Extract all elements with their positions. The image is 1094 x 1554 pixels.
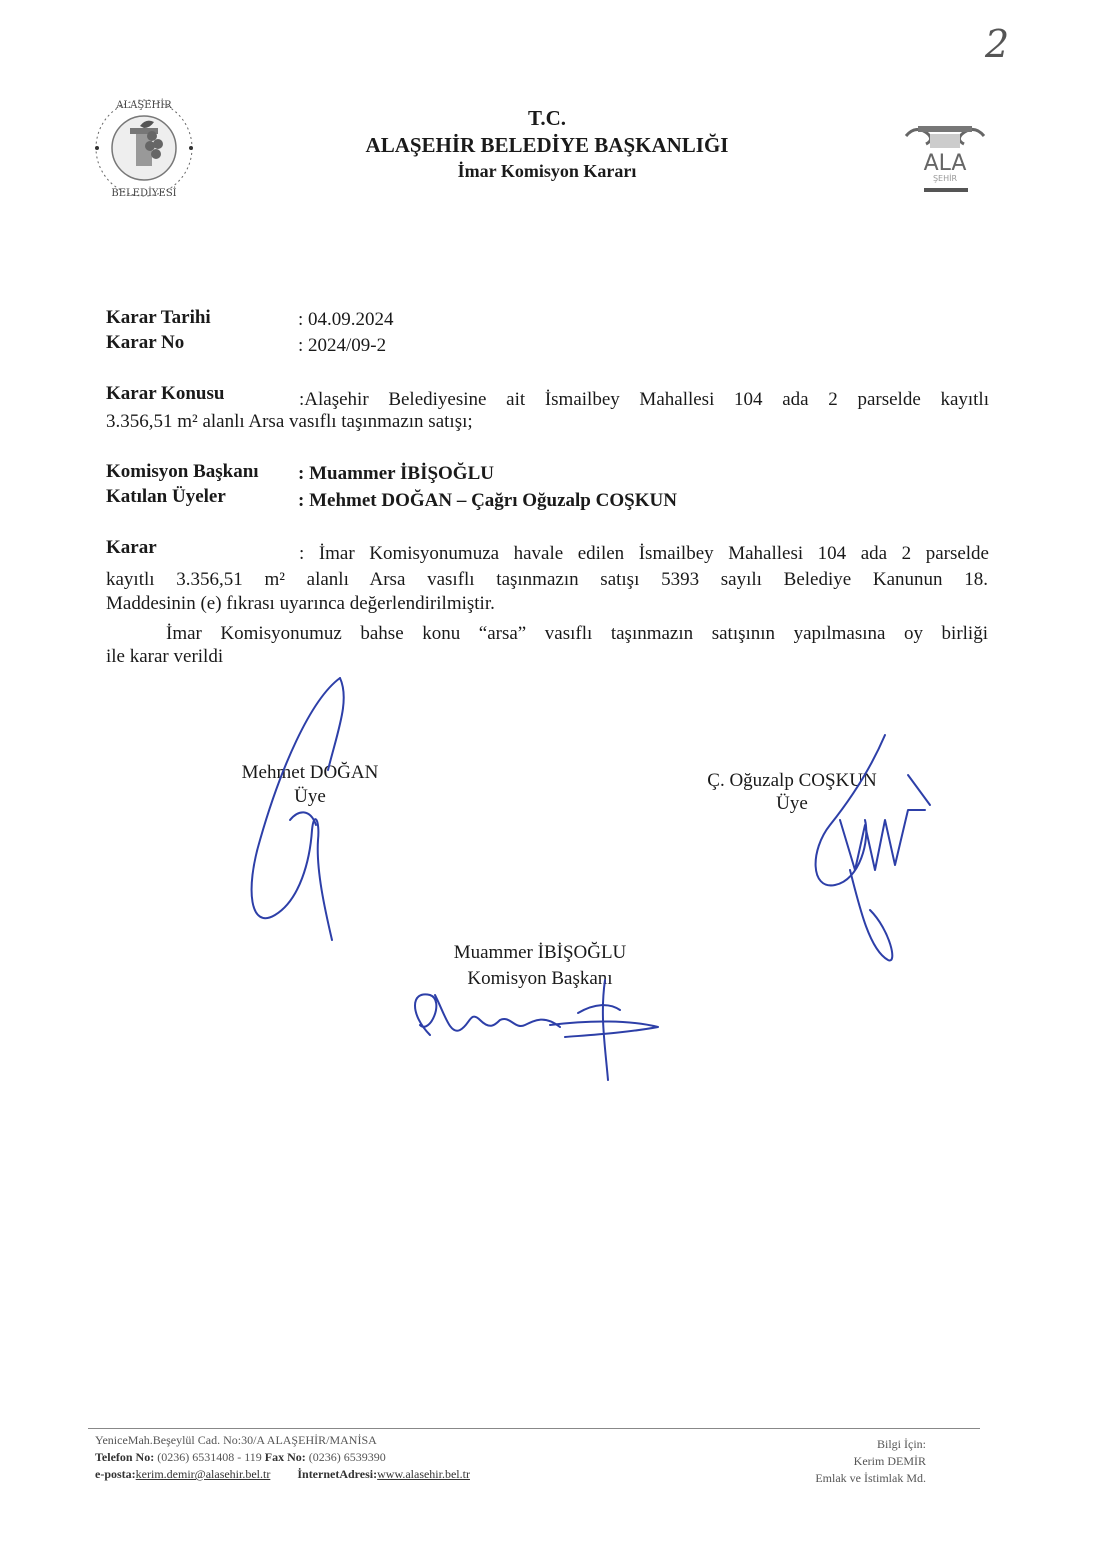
karar-line-5: ile karar verildi xyxy=(106,646,224,667)
signer-left-name: Mehmet DOĞAN xyxy=(241,762,379,783)
phone-value: (0236) 6531408 - 119 xyxy=(157,1450,262,1464)
info-label: Bilgi İçin: xyxy=(877,1437,926,1451)
header-doc-type: İmar Komisyon Kararı xyxy=(457,161,637,181)
signature-left xyxy=(220,660,360,950)
decision-date-label: Karar Tarihi xyxy=(106,307,211,328)
signer-right-name: Ç. Oğuzalp COŞKUN xyxy=(707,770,877,791)
members-label: Katılan Üyeler xyxy=(106,486,226,507)
signer-right-role: Üye xyxy=(776,793,808,814)
chair-label: Komisyon Başkanı xyxy=(106,461,259,482)
email-label: e-posta: xyxy=(95,1467,136,1481)
info-name: Kerim DEMİR xyxy=(853,1454,926,1468)
seal-text-bottom: BELEDİYESİ xyxy=(111,188,177,199)
header-institution: ALAŞEHİR BELEDİYE BAŞKANLIĞI xyxy=(365,133,729,157)
phone-label: Telefon No: xyxy=(95,1450,155,1464)
footer-email-web xyxy=(95,1466,695,1483)
subject-line-2: 3.356,51 m² alanlı Arsa vasıflı taşınmazın satışı; xyxy=(106,411,473,432)
decision-no-label: Karar No xyxy=(106,332,185,353)
signer-center-role: Komisyon Başkanı xyxy=(467,968,613,989)
signature-right xyxy=(790,730,940,970)
page-number: 2 xyxy=(985,22,1010,66)
members-value: : Mehmet DOĞAN – Çağrı Oğuzalp COŞKUN xyxy=(298,490,677,511)
decision-date-value: : 04.09.2024 xyxy=(298,309,394,330)
email-link[interactable]: kerim.demir@alasehir.bel.tr xyxy=(135,1467,271,1481)
footer-info xyxy=(740,1436,926,1487)
karar-line-1: : İmar Komisyonumuza havale edilen İsmailbey Mahallesi 104 ada 2 parselde xyxy=(299,543,989,564)
karar-line-3: Maddesinin (e) fıkrası uyarınca değerlendirilmiştir. xyxy=(106,593,495,614)
footer-contact xyxy=(95,1432,695,1483)
seal-text-top: ALAŞEHİR xyxy=(116,100,172,111)
web-link[interactable]: www.alasehir.bel.tr xyxy=(377,1467,470,1481)
karar-line-4: İmar Komisyonumuz bahse konu “arsa” vasıflı taşınmazın satışının yapılmasına oy birliği xyxy=(166,623,988,644)
chair-value: : Muammer İBİŞOĞLU xyxy=(298,463,494,484)
subject-line-1: :Alaşehir Belediyesine ait İsmailbey Mahallesi 104 ada 2 parselde kayıtlı xyxy=(299,389,989,410)
signer-center-name: Muammer İBİŞOĞLU xyxy=(453,942,627,963)
info-dept: Emlak ve İstimlak Md. xyxy=(815,1471,926,1485)
karar-line-2: kayıtlı 3.356,51 m² alanlı Arsa vasıflı taşınmazın satışı 5393 sayılı Belediye Kanunun 18. xyxy=(106,569,988,590)
subject-label: Karar Konusu xyxy=(106,383,225,404)
logo-right-text: ALA xyxy=(923,151,967,176)
header-tc: T.C. xyxy=(527,106,567,130)
signature-center xyxy=(400,975,670,1085)
logo-right-subtext: ŞEHİR xyxy=(932,174,958,183)
fax-label: Fax No: xyxy=(264,1450,306,1464)
footer-phone-fax xyxy=(95,1449,695,1466)
signer-left-role: Üye xyxy=(294,786,326,807)
footer-address: YeniceMah.Beşeylül Cad. No:30/A ALAŞEHİR/MANİSA xyxy=(95,1433,377,1447)
decision-no-value: : 2024/09-2 xyxy=(298,335,387,356)
document-header xyxy=(0,106,1094,182)
footer-divider xyxy=(88,1428,980,1429)
karar-label: Karar xyxy=(106,537,157,558)
fax-value: (0236) 6539390 xyxy=(308,1450,386,1464)
web-label: İnternetAdresi: xyxy=(297,1467,378,1481)
